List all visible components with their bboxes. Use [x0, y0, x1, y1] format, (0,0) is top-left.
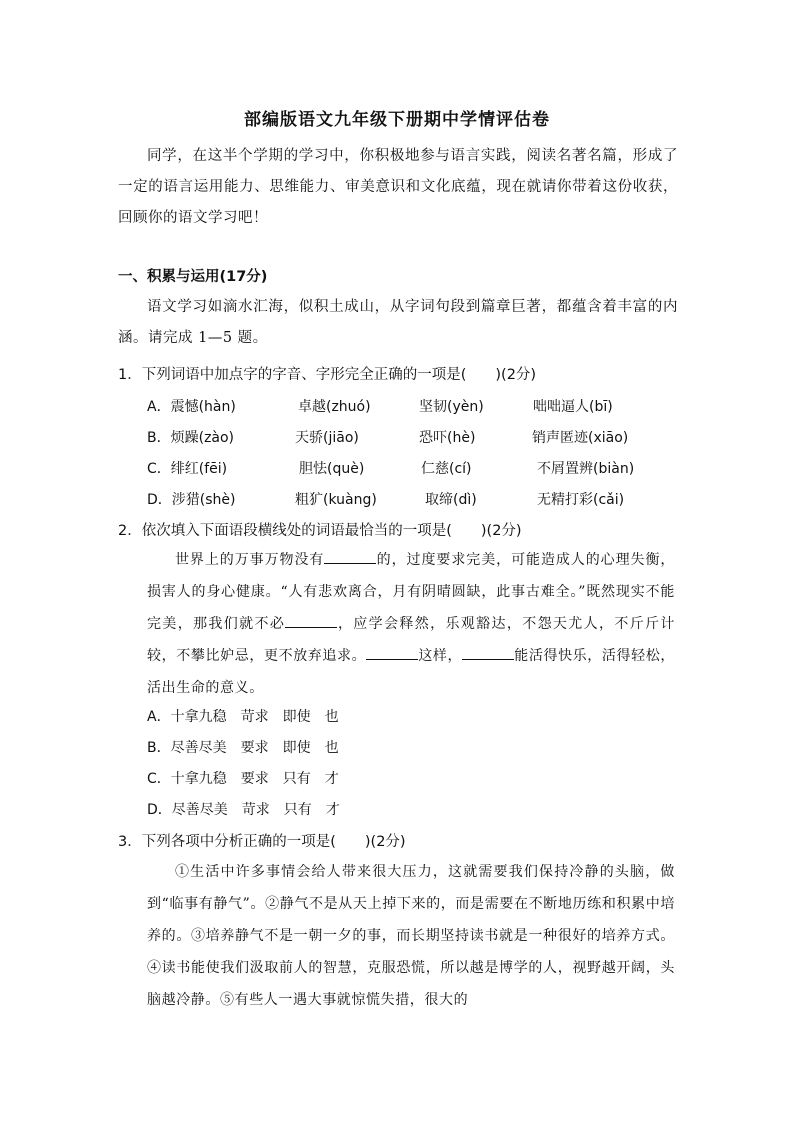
question-3-passage: ①生活中许多事情会给人带来很大压力，这就需要我们保持冷静的头脑，做到“临事有静气”。②静气不是从天上掉下来的，而是需要在不断地历练和积累中培养的。③培养静气不是一朝一夕的事，而长期坚持读书就是一种很好的培养方式。④读书能使我们汲取前人的智慧，克服恐慌，所以越是博学的人，视野越开阔，头脑越冷静。⑤有些人一遇大事就惊慌失措，很大的 [147, 864, 675, 1008]
fill-blank [366, 645, 418, 660]
option-word: A．震憾(hàn) [147, 399, 236, 415]
option-word: 销声匿迹(xiāo) [532, 430, 629, 446]
intro-paragraph: 同学，在这半个学期的学习中，你积极地参与语言实践，阅读名著名篇，形成了一定的语言运用能力、思维能力、审美意识和文化底蕴，现在就请你带着这份收获，回顾你的语文学习吧！ [118, 148, 678, 226]
question-2-option-a: A．十拿九稳 苛求 即使 也 [147, 709, 339, 725]
question-2-option-c: C．十拿九稳 要求 只有 才 [147, 771, 339, 787]
passage-text: 能活得快乐，活得轻松，活出生命的意义。 [147, 648, 675, 696]
section-heading: 一、积累与运用(17分) [118, 269, 268, 285]
option-word: 不屑置辨(biàn) [537, 461, 635, 477]
question-2-option-b: B．尽善尽美 要求 即使 也 [147, 740, 339, 756]
question-2-passage [147, 544, 675, 704]
option-word: 恐吓(hè) [419, 430, 476, 446]
question-3-stem: 3．下列各项中分析正确的一项是( )(2分) [118, 834, 406, 850]
option-word: B．烦躁(zào) [147, 430, 235, 446]
question-1-option-d [147, 489, 687, 509]
passage-text: 这样， [418, 648, 463, 664]
option-word: 取缔(dì) [425, 492, 477, 508]
question-2-option-d: D．尽善尽美 苛求 只有 才 [147, 802, 340, 818]
option-word: 胆怯(què) [299, 461, 365, 477]
question-1-option-c [147, 458, 687, 478]
option-word: 卓越(zhuó) [298, 399, 371, 415]
fill-blank [324, 549, 376, 564]
page-title: 部编版语文九年级下册期中学情评估卷 [244, 110, 550, 130]
question-1-option-a [147, 396, 687, 416]
option-word: 天骄(jiāo) [295, 430, 359, 446]
option-word: 无精打彩(cǎi) [537, 492, 625, 508]
fill-blank [462, 645, 514, 660]
option-word: C．绯红(fēi) [147, 461, 228, 477]
option-word: 仁慈(cí) [421, 461, 472, 477]
option-word: D．涉猎(shè) [147, 492, 236, 508]
fill-blank [285, 613, 337, 628]
option-word: 咄咄逼人(bī) [533, 399, 613, 415]
question-1-option-b [147, 427, 687, 447]
option-word: 粗犷(kuàng) [295, 492, 377, 508]
passage-text: 世界上的万事万物没有 [175, 552, 325, 568]
passage-text: 的，过度要求完美，可能造成人的心理失衡，损害人的身心健康。“人有悲欢离合，月有阴晴圆缺，此事古难全。”既然现实不能完美，那我们就不必 [147, 552, 676, 632]
question-2-stem: 2．依次填入下面语段横线处的词语最恰当的一项是( )(2分) [118, 523, 522, 539]
question-1-stem: 1．下列词语中加点字的字音、字形完全正确的一项是( )(2分) [118, 367, 537, 383]
passage-text: ，应学会释然，乐观豁达，不怨天尤人，不斤斤计较，不攀比妒忌，更不放弃追求。 [147, 616, 676, 664]
option-word: 坚韧(yèn) [419, 399, 484, 415]
section-intro: 语文学习如滴水汇海，似积土成山，从字词句段到篇章巨著，都蕴含着丰富的内涵。请完成 1—5 题。 [118, 299, 678, 346]
